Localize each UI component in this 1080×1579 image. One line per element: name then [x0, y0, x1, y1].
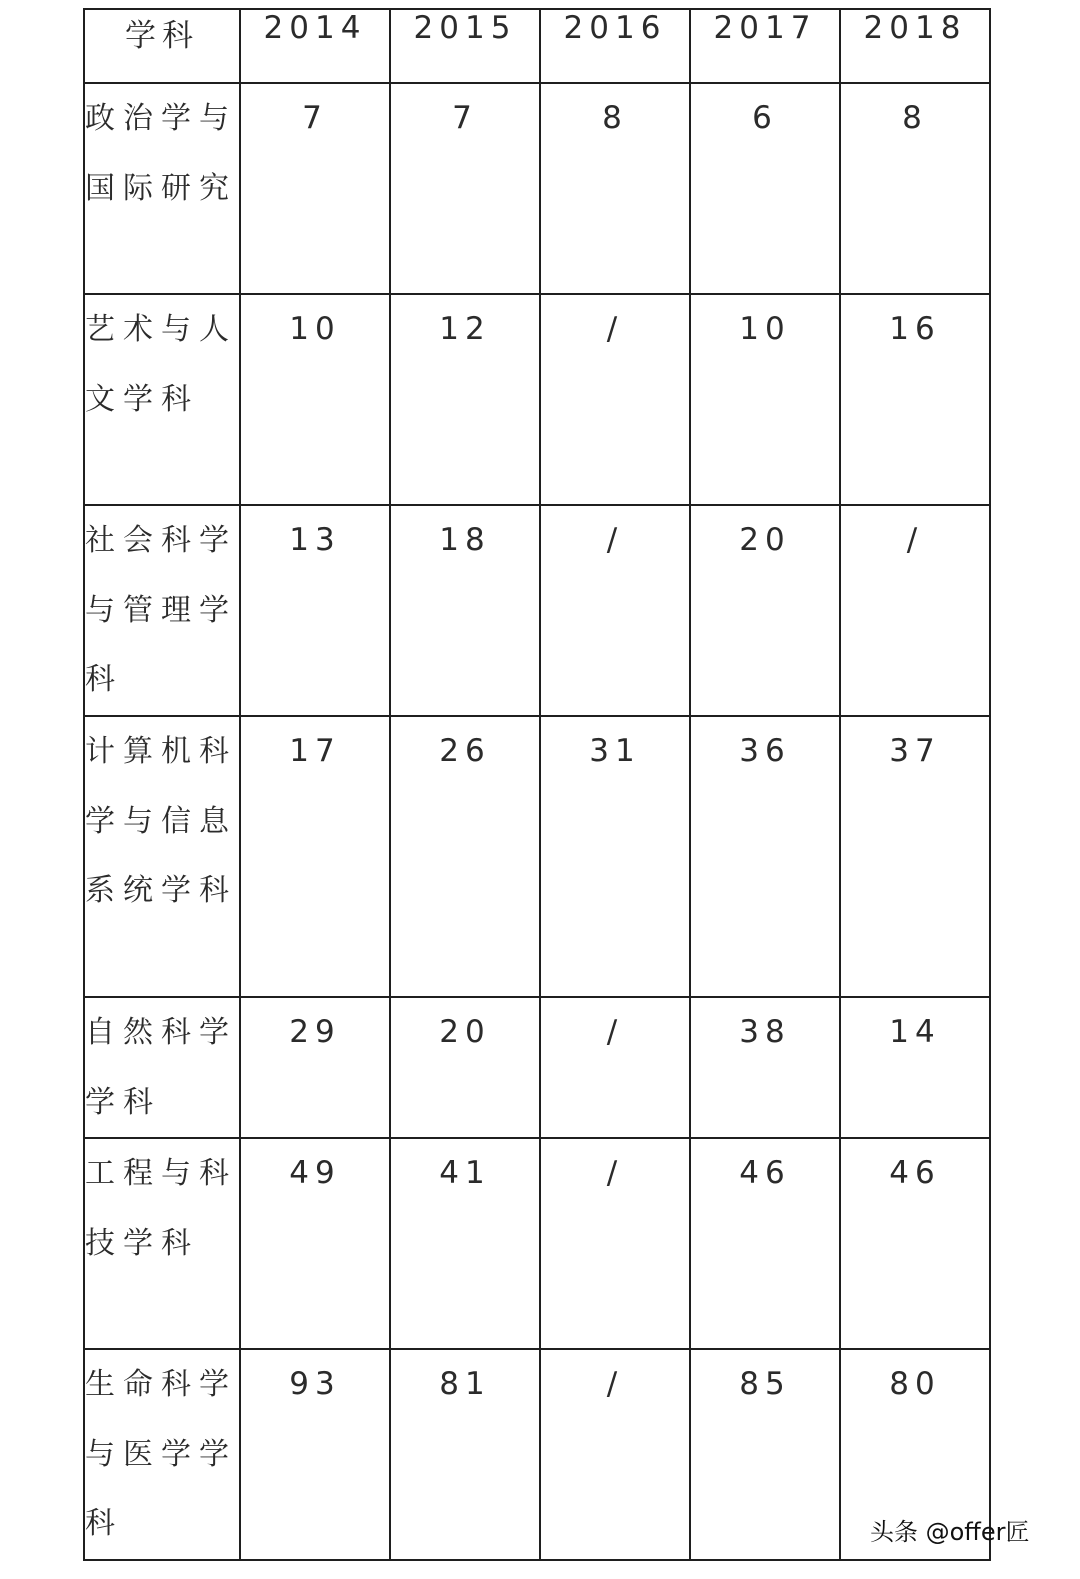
- value-cell: 6: [690, 83, 840, 294]
- value-cell: 93: [240, 1349, 390, 1560]
- header-year-2016: 2016: [540, 9, 690, 83]
- value-cell: 36: [690, 716, 840, 997]
- value-cell: 26: [390, 716, 540, 997]
- value-cell: 8: [840, 83, 990, 294]
- header-row: [84, 9, 990, 83]
- value-cell: 46: [840, 1138, 990, 1349]
- subject-cell: 社会科学与管理学科: [84, 505, 240, 716]
- value-cell: /: [540, 1349, 690, 1560]
- value-cell: /: [540, 505, 690, 716]
- table-row: [84, 83, 990, 294]
- watermark: 头条 @offer匠: [870, 1518, 1030, 1546]
- value-cell: 18: [390, 505, 540, 716]
- value-cell: 20: [390, 997, 540, 1138]
- ranking-table: [83, 8, 991, 1561]
- value-cell: 81: [390, 1349, 540, 1560]
- value-cell: 31: [540, 716, 690, 997]
- subject-cell: 计算机科学与信息系统学科: [84, 716, 240, 997]
- value-cell: /: [540, 1138, 690, 1349]
- header-year-2014: 2014: [240, 9, 390, 83]
- table-row: [84, 997, 990, 1138]
- value-cell: /: [840, 505, 990, 716]
- subject-cell: 工程与科技学科: [84, 1138, 240, 1349]
- value-cell: 41: [390, 1138, 540, 1349]
- subject-cell: 艺术与人文学科: [84, 294, 240, 505]
- value-cell: 8: [540, 83, 690, 294]
- value-cell: 7: [240, 83, 390, 294]
- value-cell: 20: [690, 505, 840, 716]
- value-cell: 37: [840, 716, 990, 997]
- value-cell: 17: [240, 716, 390, 997]
- value-cell: /: [540, 997, 690, 1138]
- table-row: [84, 1349, 990, 1560]
- value-cell: 10: [690, 294, 840, 505]
- subject-cell: 政治学与国际研究: [84, 83, 240, 294]
- value-cell: 29: [240, 997, 390, 1138]
- table-row: [84, 505, 990, 716]
- value-cell: 80: [840, 1349, 990, 1560]
- subject-cell: 自然科学学科: [84, 997, 240, 1138]
- value-cell: /: [540, 294, 690, 505]
- value-cell: 7: [390, 83, 540, 294]
- table-row: [84, 294, 990, 505]
- value-cell: 46: [690, 1138, 840, 1349]
- value-cell: 14: [840, 997, 990, 1138]
- value-cell: 13: [240, 505, 390, 716]
- table-row: [84, 1138, 990, 1349]
- table-row: [84, 716, 990, 997]
- value-cell: 38: [690, 997, 840, 1138]
- header-year-2017: 2017: [690, 9, 840, 83]
- value-cell: 10: [240, 294, 390, 505]
- value-cell: 12: [390, 294, 540, 505]
- header-year-2015: 2015: [390, 9, 540, 83]
- header-subject: 学科: [84, 9, 240, 83]
- value-cell: 16: [840, 294, 990, 505]
- subject-cell: 生命科学与医学学科: [84, 1349, 240, 1560]
- value-cell: 85: [690, 1349, 840, 1560]
- header-year-2018: 2018: [840, 9, 990, 83]
- value-cell: 49: [240, 1138, 390, 1349]
